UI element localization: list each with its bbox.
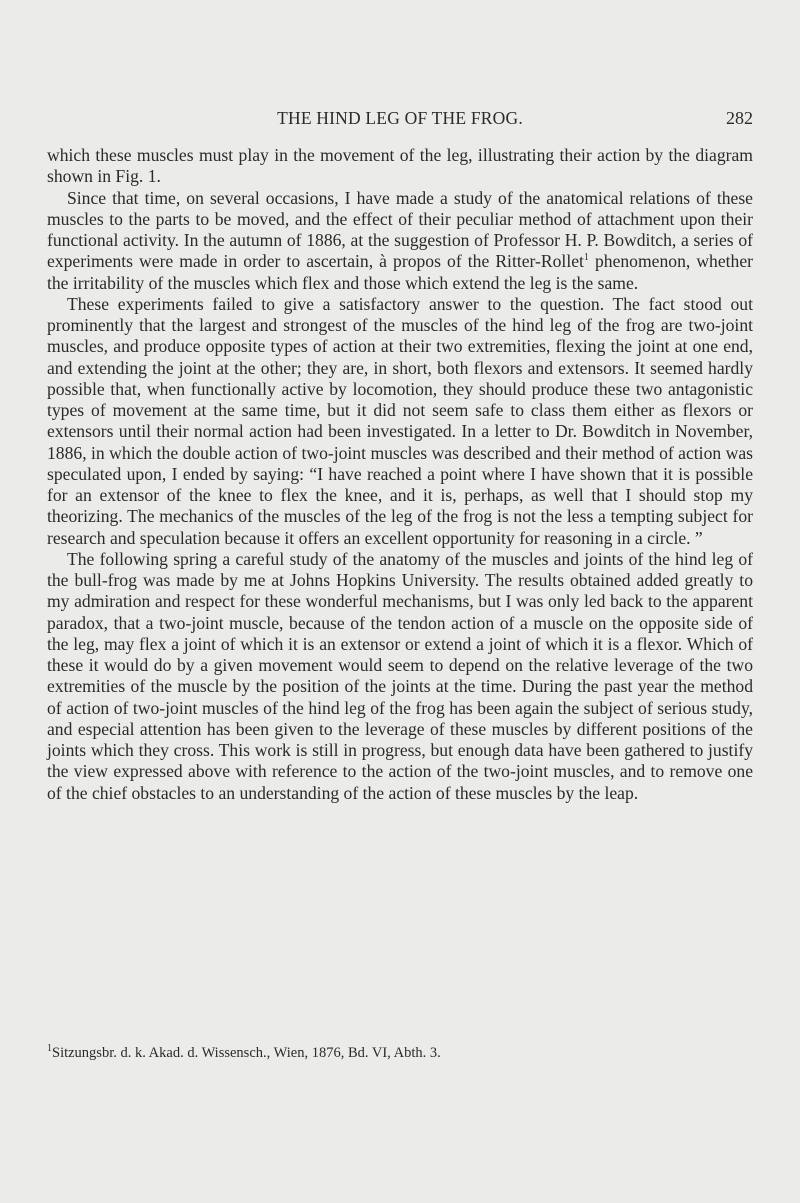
- running-title: THE HIND LEG OF THE FROG.: [277, 108, 523, 128]
- running-header: [47, 108, 753, 134]
- paragraph-2: [47, 188, 753, 294]
- footnote-reference: 1: [583, 252, 589, 264]
- paragraph-1: which these muscles must play in the movement of the leg, illustrating their action by the diagram shown in Fig. 1.: [47, 145, 753, 187]
- footnote: [47, 1044, 753, 1062]
- paragraph-2-text: Since that time, on several occasions, I have made a study of the anatomical relations of these muscles to the parts to be moved, and the effect of their peculiar method of attachment upon their functional activity. In the autumn of 1886, at the suggestion of Professor H. P. Bowditch, a series of experiments were made in order to ascertain, à propos of the Ritter-Rollet: [47, 187, 753, 272]
- paragraph-4: The following spring a careful study of the anatomy of the muscles and joints of the hind leg of the bull-frog was made by me at Johns Hopkins University. The results obtained added greatly to my admiration and respect for these wonderful mechanisms, but I was only led back to the apparent paradox, that a two-joint muscle, because of the tendon action of a muscle on the opposite side of the leg, may flex a joint of which it is an extensor or extend a joint of which it is a flexor. Which of these it would do by a given movement would seem to depend on the relative leverage of the two extremities of the muscle by the position of the joints at the time. During the past year the method of action of two-joint muscles of the hind leg of the frog has been again the subject of serious study, and especial attention has been given to the leverage of these muscles by different positions of the joints which they cross. This work is still in progress, but enough data have been gathered to justify the view expressed above with reference to the action of the two-joint muscles, and to remove one of the chief obstacles to an understanding of the action of these muscles by the leap.: [47, 548, 753, 803]
- paragraph-3: These experiments failed to give a satisfactory answer to the question. The fact stood out prominently that the largest and strongest of the muscles of the hind leg of the frog are two-joint muscles, and produce opposite types of action at their two extremities, flexing the joint at one end, and extending the joint at the other; they are, in short, both flexors and extensors. It seemed hardly possible that, when functionally active by locomotion, they should produce these two antagonistic types of movement at the same time, but it did not seem safe to class them either as flexors or extensors until their normal action had been investigated. In a letter to Dr. Bowditch in November, 1886, in which the double action of two-joint muscles was described and their method of action was speculated upon, I ended by saying: “I have reached a point where I have shown that it is possible for an extensor of the knee to flex the knee, and it is, perhaps, as well that I should stop my theorizing. The mechanics of the muscles of the leg of the frog is not the less a tempting subject for research and speculation because it offers an excellent opportunity for reasoning in a circle. ”: [47, 293, 753, 548]
- paragraph-2-continuation: phenomenon, whether the irritability of the muscles which flex and those which extend the leg is the same.: [47, 251, 753, 293]
- page-number: 282: [726, 108, 753, 128]
- footnote-marker: 1: [47, 1043, 52, 1055]
- body-text: [47, 145, 753, 804]
- footnote-text: Sitzungsbr. d. k. Akad. d. Wissensch., Wien, 1876, Bd. VI, Abth. 3.: [52, 1045, 441, 1061]
